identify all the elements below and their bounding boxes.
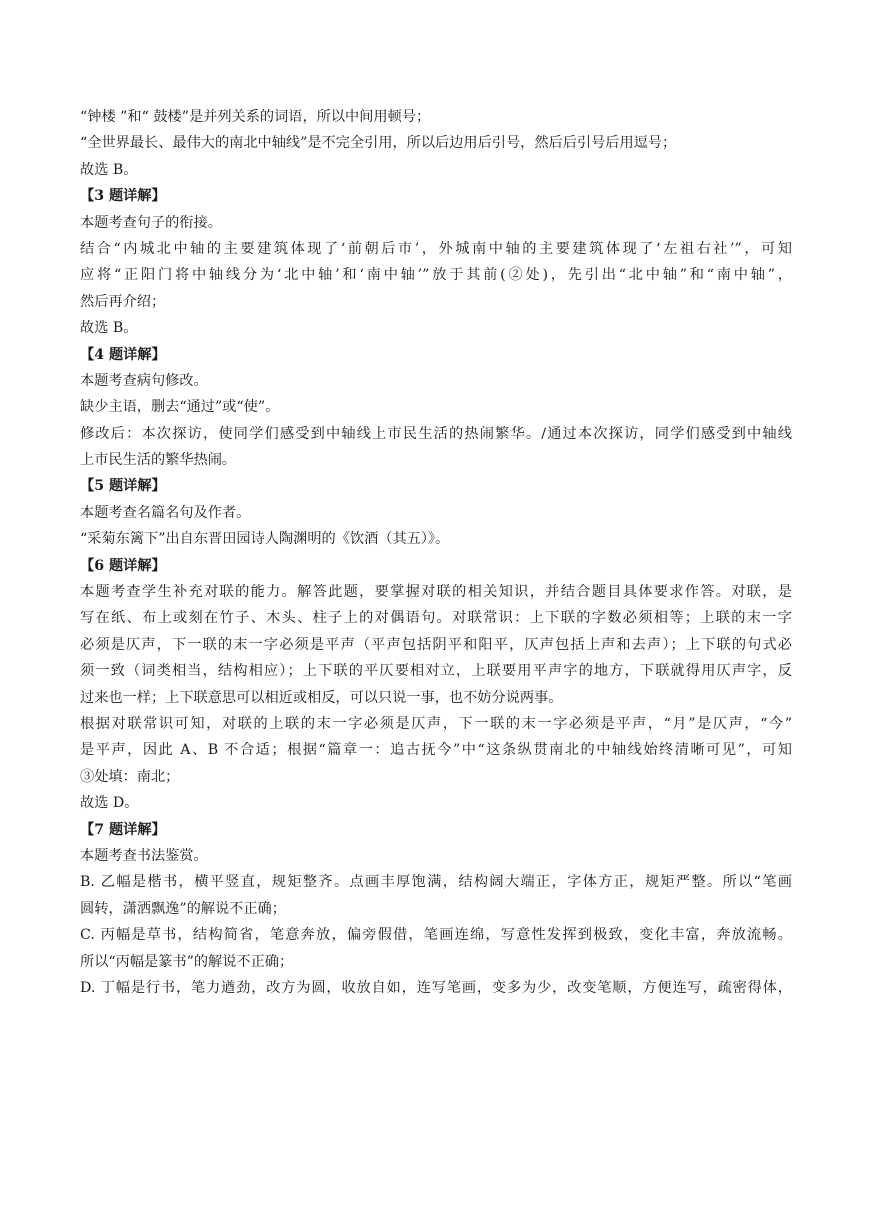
text-line: 须一致（词类相当，结构相应）；上下联的平仄要相对立，上联要用平声字的地方，下联就得用仄声字，反 [80,663,792,680]
text-line: 故选 D。 [80,795,139,812]
section-heading: 【6 题详解】 [80,557,166,574]
text-line: ③处填：南北； [80,768,180,785]
text-line: 上市民生活的繁华热闹。 [80,452,237,469]
text-line: 过来也一样；上下联意思可以相近或相反，可以只说一事，也不妨分说两事。 [80,689,563,706]
text-line: “钟楼 ”和“ 鼓楼”是并列关系的词语，所以中间用顿号； [80,109,431,125]
text-line: 本题考查学生补充对联的能力。解答此题，要掌握对联的相关知识，并结合题目具体要求作答。对联，是 [80,584,792,601]
text-line: “采菊东篱下”出自东晋田园诗人陶渊明的《饮酒（其五）》。 [80,531,450,548]
section-heading: 【3 题详解】 [80,188,166,205]
text-line: 写在纸、布上或刻在竹子、木头、柱子上的对偶语句。对联常识：上下联的字数必须相等；上联的末一字 [80,610,792,627]
section-heading: 【7 题详解】 [80,821,166,838]
text-line: 故选 B。 [80,320,138,337]
text-line: B. 乙幅是楷书，横平竖直，规矩整齐。点画丰厚饱满，结构阔大端正，字体方正，规矩严整。所以“笔画 [80,874,792,891]
text-line: 然后再介绍； [80,293,166,310]
text-line: 修改后：本次探访，使同学们感受到中轴线上市民生活的热闹繁华。/通过本次探访，同学们感受到中轴线 [80,425,792,442]
section-heading: 【5 题详解】 [80,478,166,495]
text-line: 故选 B。 [80,161,138,178]
text-line: 应将“正阳门将中轴线分为‘北中轴’和‘南中轴’”放于其前(②处)，先引出“北中轴”和“南中轴”， [80,267,792,284]
text-line: 缺少主语，删去“通过”或“使”。 [80,399,280,416]
text-line: 结合“内城北中轴的主要建筑体现了‘前朝后市’，外城南中轴的主要建筑体现了‘左祖右社’”，可知 [80,240,792,257]
text-line: 圆转，潇洒飘逸”的解说不正确； [80,900,286,917]
text-line: 根据对联常识可知，对联的上联的末一字必须是仄声，下一联的末一字必须是平声，“月”是仄声，“今” [80,715,792,732]
text-line: D. 丁幅是行书，笔力遒劲，改方为圆，收放自如，连写笔画，变多为少，改变笔顺，方便连写，疏密得体， [80,979,792,996]
text-line: 必须是仄声，下一联的末一字必须是平声（平声包括阴平和阳平，仄声包括上声和去声）；上下联的句式必 [80,636,792,653]
text-line: C. 丙幅是草书，结构简省，笔意奔放，偏旁假借，笔画连绵，写意性发挥到极致，变化丰富，奔放流畅。 [80,927,792,944]
section-heading: 【4 题详解】 [80,346,166,363]
text-line: “全世界最长、最伟大的南北中轴线”是不完全引用，所以后边用后引号，然后后引号后用逗号； [80,135,677,152]
text-line: 本题考查病句修改。 [80,372,208,389]
text-line: 本题考查书法鉴赏。 [80,847,208,864]
text-line: 本题考查句子的衔接。 [80,214,222,231]
document-page [80,104,792,1001]
text-line: 所以“丙幅是篆书”的解说不正确； [80,953,294,970]
text-line: 是平声，因此 A、B 不合适；根据“篇章一：追古抚今”中“这条纵贯南北的中轴线始终清晰可见”，可知 [80,742,792,759]
text-line: 本题考查名篇名句及作者。 [80,504,251,521]
